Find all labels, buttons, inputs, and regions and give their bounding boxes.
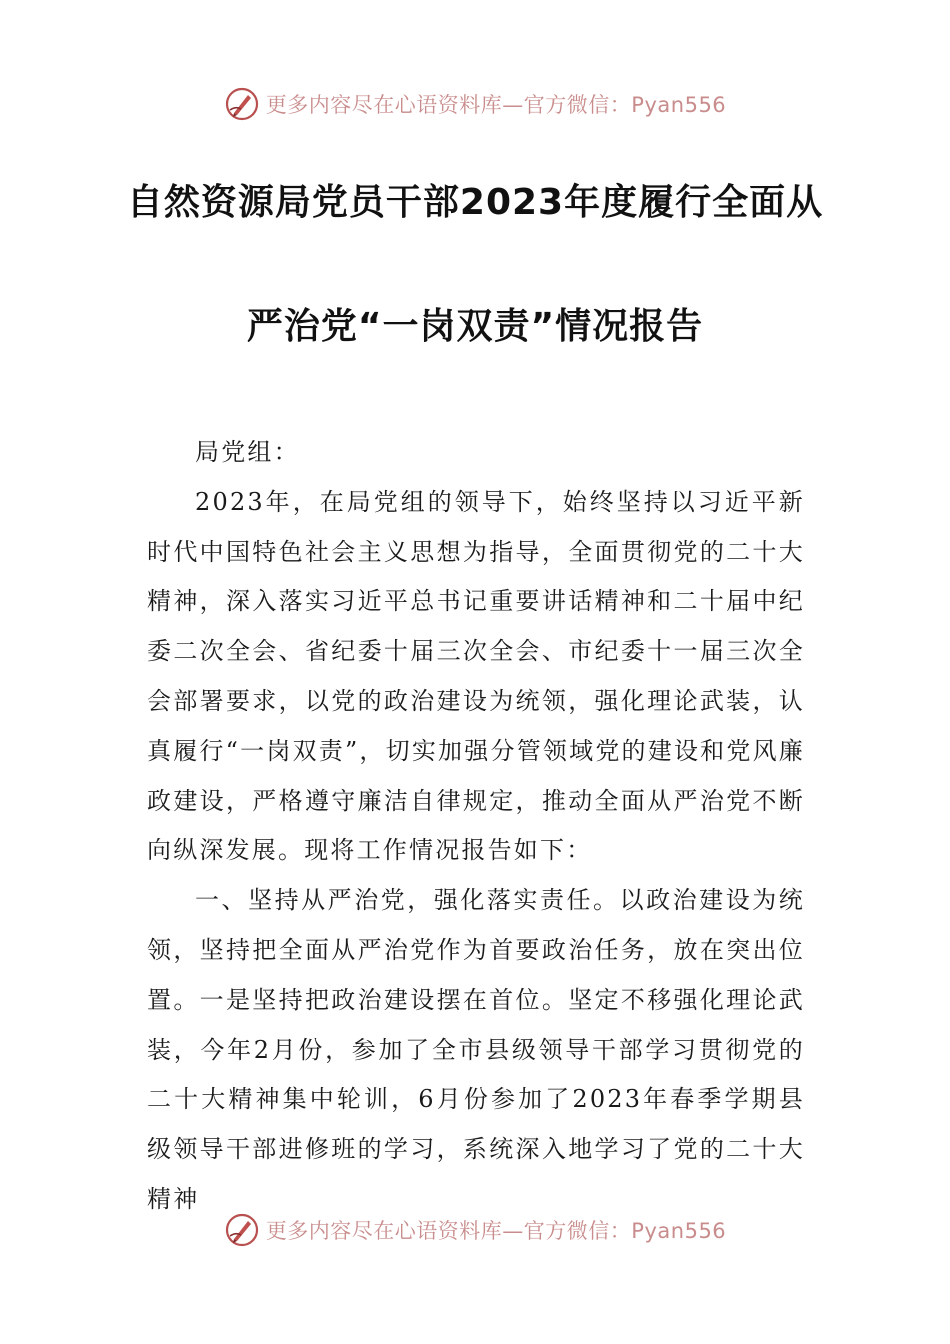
document-title-line-2: 严治党“一岗双责”情况报告 [246,306,704,347]
pen-circle-icon [224,1212,260,1248]
watermark-text: 更多内容尽在心语资料库—官方微信：Pyan556 [265,1219,727,1243]
document-title-line-1: 自然资源局党员干部2023年度履行全面从 [126,182,824,223]
document-body [147,428,805,1225]
watermark-footer [0,1210,950,1250]
watermark-text: 更多内容尽在心语资料库—官方微信：Pyan556 [265,93,727,117]
watermark-header [0,84,950,124]
pen-circle-icon [224,86,260,122]
paragraph-section-one: 一、坚持从严治党，强化落实责任。以政治建设为统领，坚持把全面从严治党作为首要政治任务，放在突出位置。一是坚持把政治建设摆在首位。坚定不移强化理论武装，今年2月份，参加了全市县级领导干部学习贯彻党的二十大精神集中轮训，6月份参加了2023年春季学期县级领导干部进修班的学习，系统深入地学习了党的二十大精神 [147,886,805,1213]
salutation: 局党组： [195,438,300,466]
paragraph-intro: 2023年，在局党组的领导下，始终坚持以习近平新时代中国特色社会主义思想为指导，全面贯彻党的二十大精神，深入落实习近平总书记重要讲话精神和二十届中纪委二次全会、省纪委十届三次全会、市纪委十一届三次全会部署要求，以党的政治建设为统领，强化理论武装，认真履行“一岗双责”，切实加强分管领域党的建设和党风廉政建设，严格遵守廉洁自律规定，推动全面从严治党不断向纵深发展。现将工作情况报告如下： [147,487,805,865]
